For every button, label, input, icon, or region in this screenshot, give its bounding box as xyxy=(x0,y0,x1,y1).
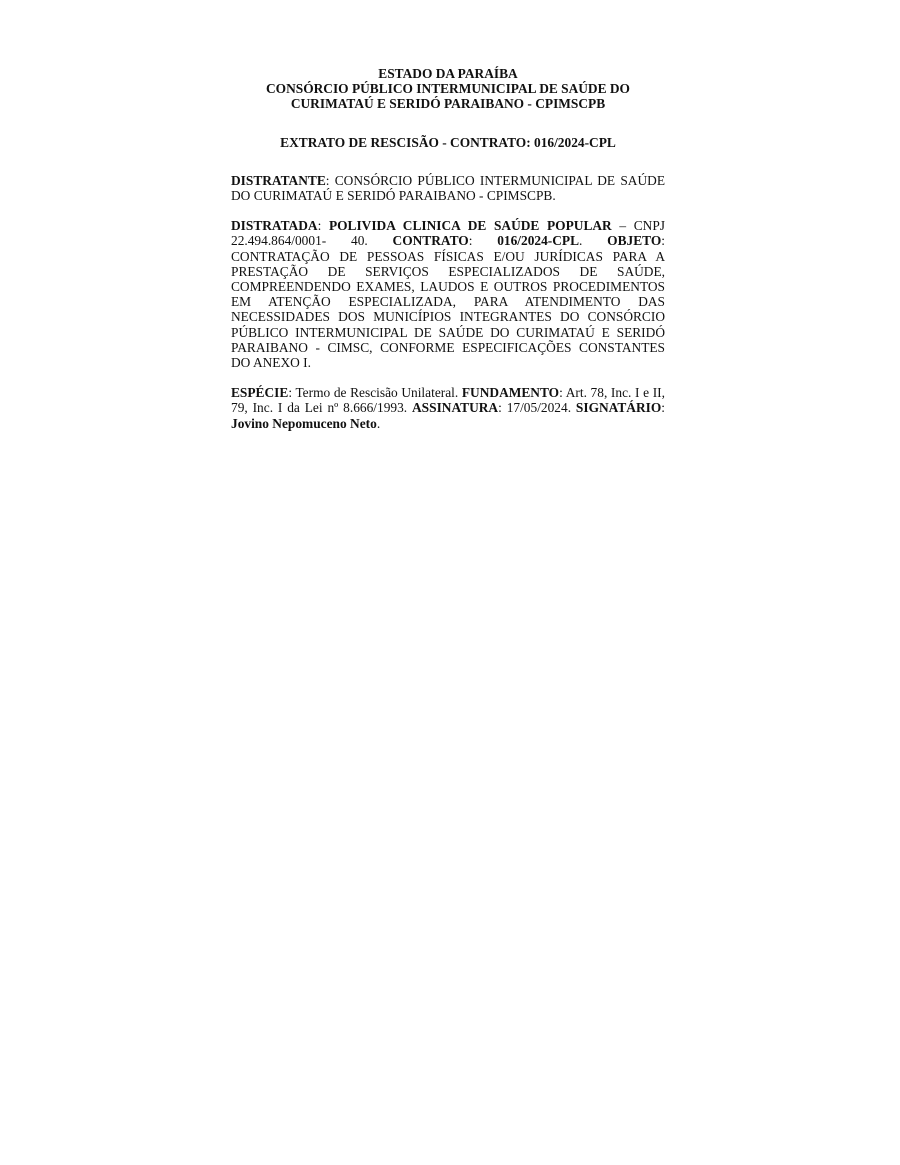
distratada-dash: – xyxy=(619,218,627,234)
especie-paragraph: ESPÉCIE: Termo de Rescisão Unilateral. FUNDAMENTO: Art. 78, Inc. I e II, 79, Inc. I da Lei nº 8.666/1993. ASSINATURA: 17/05/2024. SIGNATÁRIO: Jovino Nepomuceno Neto. xyxy=(231,385,665,431)
signatario-value: Jovino Nepomuceno Neto xyxy=(231,415,377,431)
distratante-value: CONSÓRCIO PÚBLICO INTERMUNICIPAL DE SAÚDE DO CURIMATAÚ E SERIDÓ PARAIBANO - CPIMSCPB. xyxy=(231,172,665,204)
contrato-label: CONTRATO xyxy=(392,233,469,249)
document-page xyxy=(231,66,665,431)
distratada-cnpj: CNPJ 22.494.864/0001- 40. xyxy=(231,218,665,249)
especie-value: Termo de Rescisão Unilateral. xyxy=(295,385,459,401)
header-consortium-line2: CURIMATAÚ E SERIDÓ PARAIBANO - CPIMSCPB xyxy=(290,96,606,112)
distratante-label: DISTRATANTE xyxy=(231,172,326,188)
header-consortium-line1: CONSÓRCIO PÚBLICO INTERMUNICIPAL DE SAÚDE DO xyxy=(266,81,630,97)
distratante-paragraph: DISTRATANTE: CONSÓRCIO PÚBLICO INTERMUNICIPAL DE SAÚDE DO CURIMATAÚ E SERIDÓ PARAIBANO - CPIMSCPB. xyxy=(231,172,665,204)
extract-title: EXTRATO DE RESCISÃO - CONTRATO: 016/2024-CPL xyxy=(280,134,616,150)
assinatura-value: 17/05/2024. xyxy=(506,400,572,416)
especie-label: ESPÉCIE xyxy=(231,385,289,401)
header-state: ESTADO DA PARAÍBA xyxy=(378,66,518,81)
assinatura-label: ASSINATURA xyxy=(412,400,499,416)
contrato-value: 016/2024-CPL xyxy=(497,233,580,249)
distratada-paragraph: DISTRATADA: POLIVIDA CLINICA DE SAÚDE POPULAR – CNPJ 22.494.864/0001- 40. CONTRATO: 016/2024-CPL. OBJETO: CONTRATAÇÃO DE PESSOAS FÍSICAS E/OU JURÍDICAS PARA A PRESTAÇÃO DE SERVIÇOS ESPECIALIZADOS DE SAÚDE, COMPREENDENDO EXAMES, LAUDOS E OUTROS PROCEDIMENTOS EM ATENÇÃO ESPECIALIZADA, PARA ATENDIMENTO DAS NECESSIDADES DOS MUNICÍPIOS INTEGRANTES DO CONSÓRCIO PÚBLICO INTERMUNICIPAL DE SAÚDE DO CURIMATAÚ E SERIDÓ PARAIBANO - CIMSC, CONFORME ESPECIFICAÇÕES CONSTANTES DO ANEXO I. xyxy=(231,218,665,371)
distratada-name: POLIVIDA CLINICA DE SAÚDE POPULAR xyxy=(328,218,612,234)
document-header xyxy=(231,66,665,112)
signatario-label: SIGNATÁRIO xyxy=(575,400,662,416)
objeto-text: CONTRATAÇÃO DE PESSOAS FÍSICAS E/OU JURÍDICAS PARA A PRESTAÇÃO DE SERVIÇOS ESPECIALIZADOS DE SAÚDE, COMPREENDENDO EXAMES, LAUDOS E OUTROS PROCEDIMENTOS EM ATENÇÃO ESPECIALIZADA, PARA ATENDIMENTO DAS NECESSIDADES DOS MUNICÍPIOS INTEGRANTES DO CONSÓRCIO PÚBLICO INTERMUNICIPAL DE SAÚDE DO CURIMATAÚ E SERIDÓ PARAIBANO - CIMSC, CONFORME ESPECIFICAÇÕES CONSTANTES DO ANEXO I. xyxy=(231,248,665,371)
fundamento-label: FUNDAMENTO xyxy=(461,385,560,401)
objeto-label: OBJETO xyxy=(607,233,662,249)
fundamento-value: Art. 78, Inc. I e II, 79, Inc. I da Lei nº 8.666/1993. xyxy=(231,385,665,416)
distratada-label: DISTRATADA xyxy=(231,218,318,234)
